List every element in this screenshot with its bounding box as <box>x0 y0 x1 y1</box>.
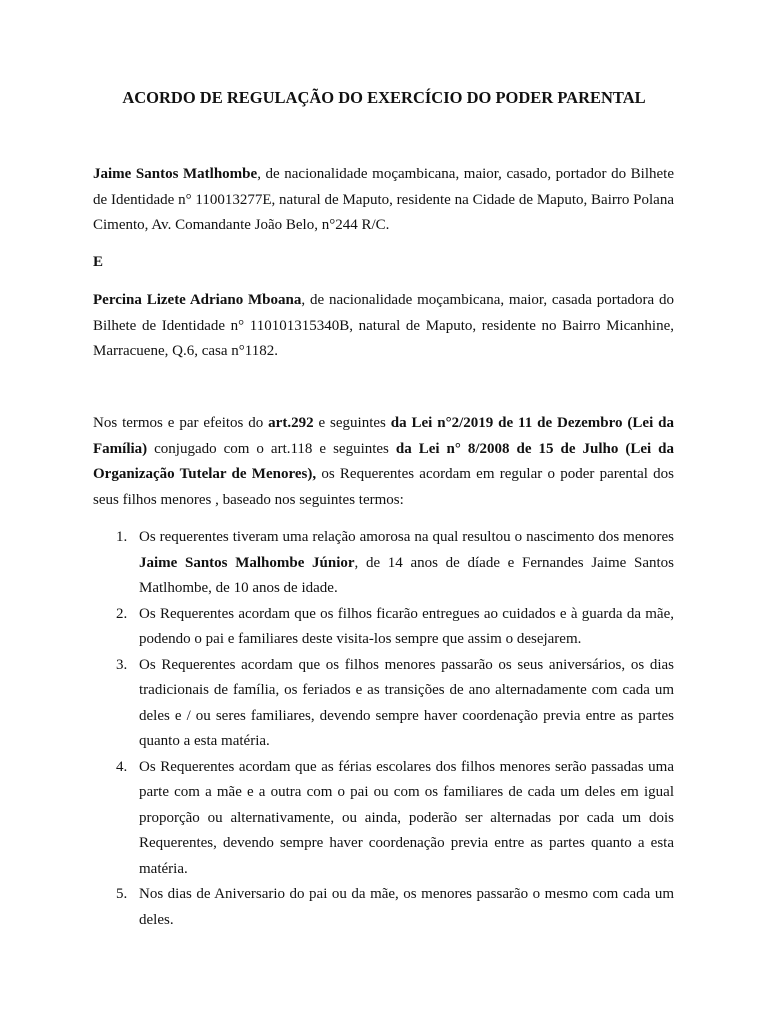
separator-text: E <box>93 254 104 270</box>
party-1-name: Jaime Santos Matlhombe <box>93 166 258 182</box>
intro-text-4: os Requerentes acordam em regular o poder parental dos seus filhos menores , baseado nos seguintes termos: <box>93 466 675 508</box>
party-1-details: , de nacionalidade moçambicana, maior, casado, portador do Bilhete de Identidade n° 110013277E, natural de Maputo, residente na Cidade de Maputo, Bairro Polana Cimento, Av. Comandante João Belo, n°244 R/C. <box>93 166 675 233</box>
intro-text-1: Nos termos e par efeitos do <box>93 415 269 431</box>
list-item-text: Os Requerentes acordam que os filhos ficarão entregues ao cuidados e à guarda da mãe, podendo o pai e familiares deste visita-los sempre que assim o desejarem. <box>139 605 674 647</box>
party-1-paragraph <box>93 162 674 239</box>
intro-bold-2: da Lei n°2/2019 de 11 de Dezembro (Lei da Família) <box>93 415 674 457</box>
list-item-text: Os requerentes tiveram uma relação amorosa na qual resultou o nascimento dos menores <box>139 529 674 545</box>
party-separator <box>93 250 674 276</box>
intro-paragraph <box>93 411 674 513</box>
list-item <box>93 602 674 653</box>
intro-bold-3: da Lei n° 8/2008 de 15 de Julho (Lei da Organização Tutelar de Menores), <box>93 440 674 482</box>
list-item <box>93 882 674 933</box>
list-item-number: 2. <box>116 605 128 622</box>
intro-bold-1: art.292 <box>268 415 314 431</box>
child-name: Jaime Santos Malhombe Júnior <box>139 554 355 571</box>
list-item <box>93 525 674 602</box>
list-item-number: 4. <box>116 758 128 775</box>
intro-text-3: conjugado com o art.118 e seguintes <box>147 440 396 457</box>
list-item-number: 3. <box>116 656 128 673</box>
party-2-name: Percina Lizete Adriano Mboana <box>93 292 302 308</box>
intro-text-2: e seguintes <box>313 415 391 431</box>
list-item <box>93 653 674 755</box>
list-item-text: , de 14 anos de díade e Fernandes Jaime Santos Matlhombe, de 10 anos de idade. <box>139 554 674 596</box>
party-2-paragraph <box>93 288 674 365</box>
list-item <box>93 755 674 883</box>
terms-list <box>93 525 674 933</box>
list-item-text: Os Requerentes acordam que os filhos menores passarão os seus aniversários, os dias tradicionais de família, os feriados e as transições de ano alternadamente com cada um deles e / ou seres familiares, devendo sempre haver coordenação previa entre as partes quanto a esta matéria. <box>139 656 674 749</box>
list-item-text: Os Requerentes acordam que as férias escolares dos filhos menores serão passadas uma parte com a mãe e a outra com o pai ou com os familiares de cada um deles em igual proporção ou alternativamente, ou ainda, poderão ser alternadas por cada um dois Requerentes, devendo sempre haver coordenação previa entre as partes quanto a esta matéria. <box>139 758 674 877</box>
list-item-number: 1. <box>116 529 128 545</box>
list-item-text: Nos dias de Aniversario do pai ou da mãe, os menores passarão o mesmo com cada um deles. <box>139 886 674 928</box>
list-item-number: 5. <box>116 886 128 902</box>
document-title: ACORDO DE REGULAÇÃO DO EXERCÍCIO DO PODER PARENTAL <box>122 88 646 107</box>
party-2-details: , de nacionalidade moçambicana, maior, casada portadora do Bilhete de Identidade n° 110101315340B, natural de Maputo, residente no Bairro Micanhine, Marracuene, Q.6, casa n°1182. <box>93 292 675 359</box>
